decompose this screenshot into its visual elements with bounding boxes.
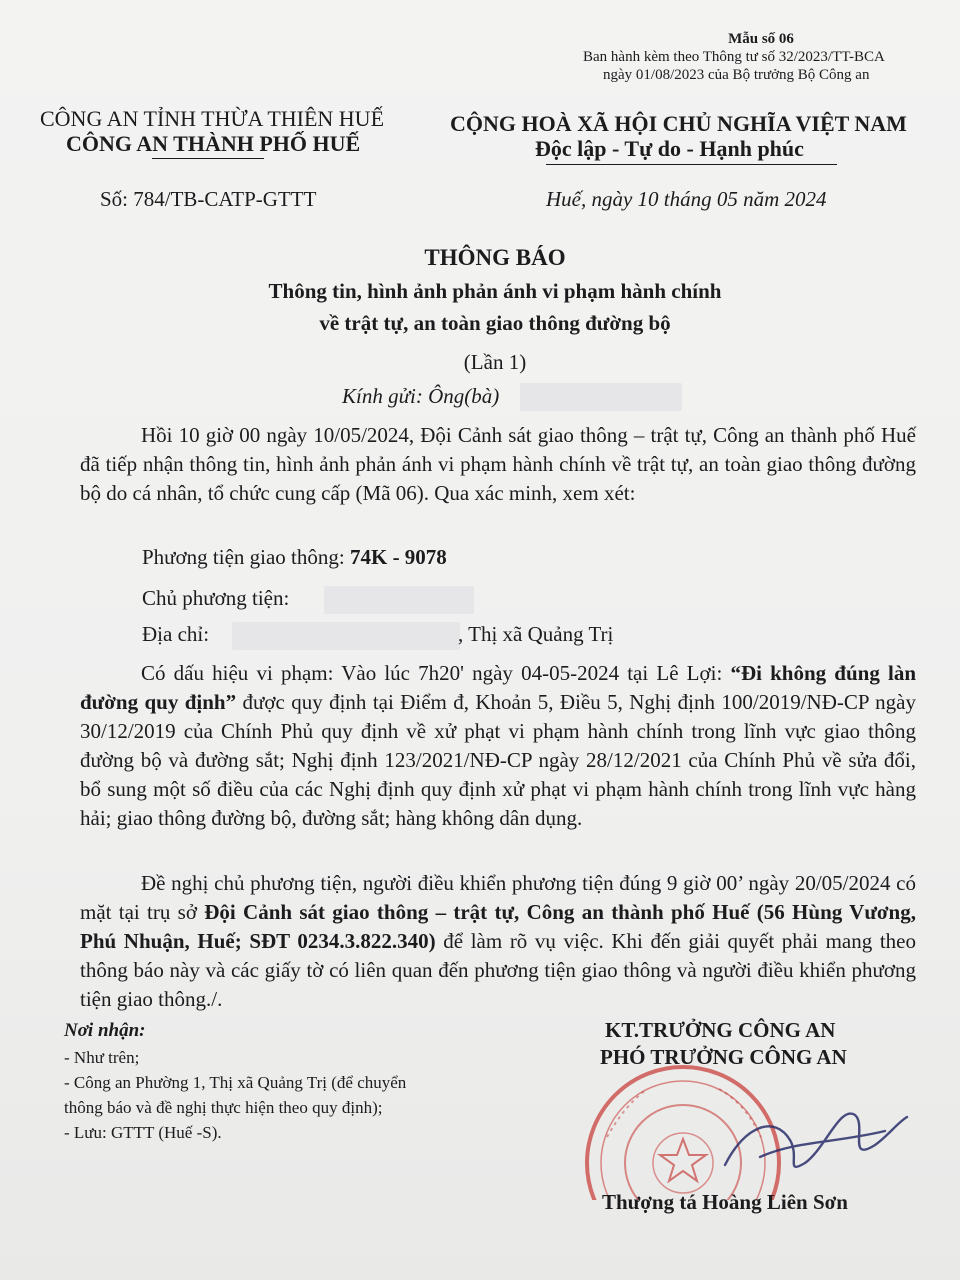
motto-underline: [546, 164, 837, 165]
recipients-heading: Nơi nhận:: [64, 1020, 146, 1041]
request-rest: để làm rõ vụ việc. Khi đến giải quyết phải mang theo thông báo này và các giấy tờ có liên quan đến phương tiện giao thông và người điều khiển phương tiện giao thông./.: [80, 929, 917, 1011]
form-number: Mẫu số 06: [728, 31, 794, 47]
redacted-address: [232, 622, 460, 650]
national-motto: Độc lập - Tự do - Hạnh phúc: [535, 136, 804, 161]
agency-underline: [152, 158, 264, 159]
parent-agency: CÔNG AN TỈNH THỪA THIÊN HUẾ: [40, 106, 385, 131]
signature-title-2: PHÓ TRƯỞNG CÔNG AN: [600, 1045, 847, 1069]
request-lead: Đề nghị chủ phương tiện, người điều khiển phương tiện đúng 9 giờ 00’ ngày 20/05/2024 có mặt tại trụ sở: [80, 871, 916, 924]
form-issued-line2: ngày 01/08/2023 của Bộ trưởng Bộ Công an: [603, 67, 870, 83]
vehicle-line: [142, 543, 447, 572]
signer-name: Thượng tá Hoàng Liên Sơn: [602, 1190, 848, 1214]
address-line: [142, 620, 209, 649]
recipient-item-3: - Lưu: GTTT (Huế -S).: [64, 1123, 222, 1142]
notice-subtitle-1: Thông tin, hình ảnh phản ánh vi phạm hành chính: [268, 279, 722, 303]
recipient-item-1: - Như trên;: [64, 1048, 140, 1067]
redacted-addressee: [520, 383, 682, 411]
address-suffix: , Thị xã Quảng Trị: [458, 622, 614, 646]
violation-type: “Đi không đúng làn đường quy định”: [80, 661, 916, 714]
vehicle-label: Phương tiện giao thông:: [142, 545, 350, 569]
notice-subtitle-2: về trật tự, an toàn giao thông đường bộ: [319, 311, 671, 335]
violation-lead: Có dấu hiệu vi phạm: Vào lúc 7h20' ngày 04-05-2024 tại Lê Lợi:: [141, 661, 731, 685]
owner-label: Chủ phương tiện:: [142, 586, 290, 610]
intro-paragraph: Hồi 10 giờ 00 ngày 10/05/2024, Đội Cảnh sát giao thông – trật tự, Công an thành phố Huế đã tiếp nhận thông tin, hình ảnh phản ánh vi phạm hành chính về trật tự, an toàn giao thông đường bộ do cá nhân, tổ chức cung cấp (Mã 06). Qua xác minh, xem xét:: [80, 423, 916, 505]
request-paragraph: [80, 869, 916, 1014]
address-label: Địa chỉ:: [142, 622, 210, 646]
notice-round: (Lần 1): [463, 350, 527, 374]
document-number: Số: 784/TB-CATP-GTTT: [100, 187, 317, 211]
signature-title-1: KT.TRƯỞNG CÔNG AN: [605, 1018, 836, 1042]
addressee-label: Kính gửi: Ông(bà): [342, 384, 500, 408]
license-plate: 74K - 9078: [349, 545, 447, 569]
agency-name: CÔNG AN THÀNH PHỐ HUẾ: [66, 131, 361, 156]
recipient-item-2b: thông báo và đề nghị thực hiện theo quy định);: [64, 1098, 383, 1117]
nation-name: CỘNG HOÀ XÃ HỘI CHỦ NGHĨA VIỆT NAM: [450, 111, 907, 136]
owner-line: [142, 584, 289, 613]
notice-title: THÔNG BÁO: [424, 245, 566, 270]
recipient-item-2a: - Công an Phường 1, Thị xã Quảng Trị (để chuyển: [64, 1073, 407, 1092]
request-location: Đội Cảnh sát giao thông – trật tự, Công an thành phố Huế (56 Hùng Vương, Phú Nhuận, Huế; SĐT 0234.3.822.340): [80, 900, 916, 953]
violation-paragraph: [80, 659, 916, 833]
violation-legal-basis: được quy định tại Điểm đ, Khoản 5, Điều 5, Nghị định 100/2019/NĐ-CP ngày 30/12/2019 của Chính Phủ quy định về xử phạt vi phạm hành chính trong lĩnh vực giao thông đường bộ và đường sắt; Nghị định 123/2021/NĐ-CP ngày 28/12/2021 của Chính Phủ về sửa đổi, bổ sung một số điều của các Nghị định quy định xử phạt vi phạm hành chính trong lĩnh vực hàng hải; giao thông đường bộ, đường sắt; hàng không dân dụng.: [80, 690, 916, 830]
official-seal-icon: [585, 1045, 915, 1200]
form-issued-line1: Ban hành kèm theo Thông tư số 32/2023/TT-BCA: [583, 49, 885, 65]
redacted-owner: [324, 586, 474, 614]
place-date: Huế, ngày 10 tháng 05 năm 2024: [546, 187, 827, 211]
